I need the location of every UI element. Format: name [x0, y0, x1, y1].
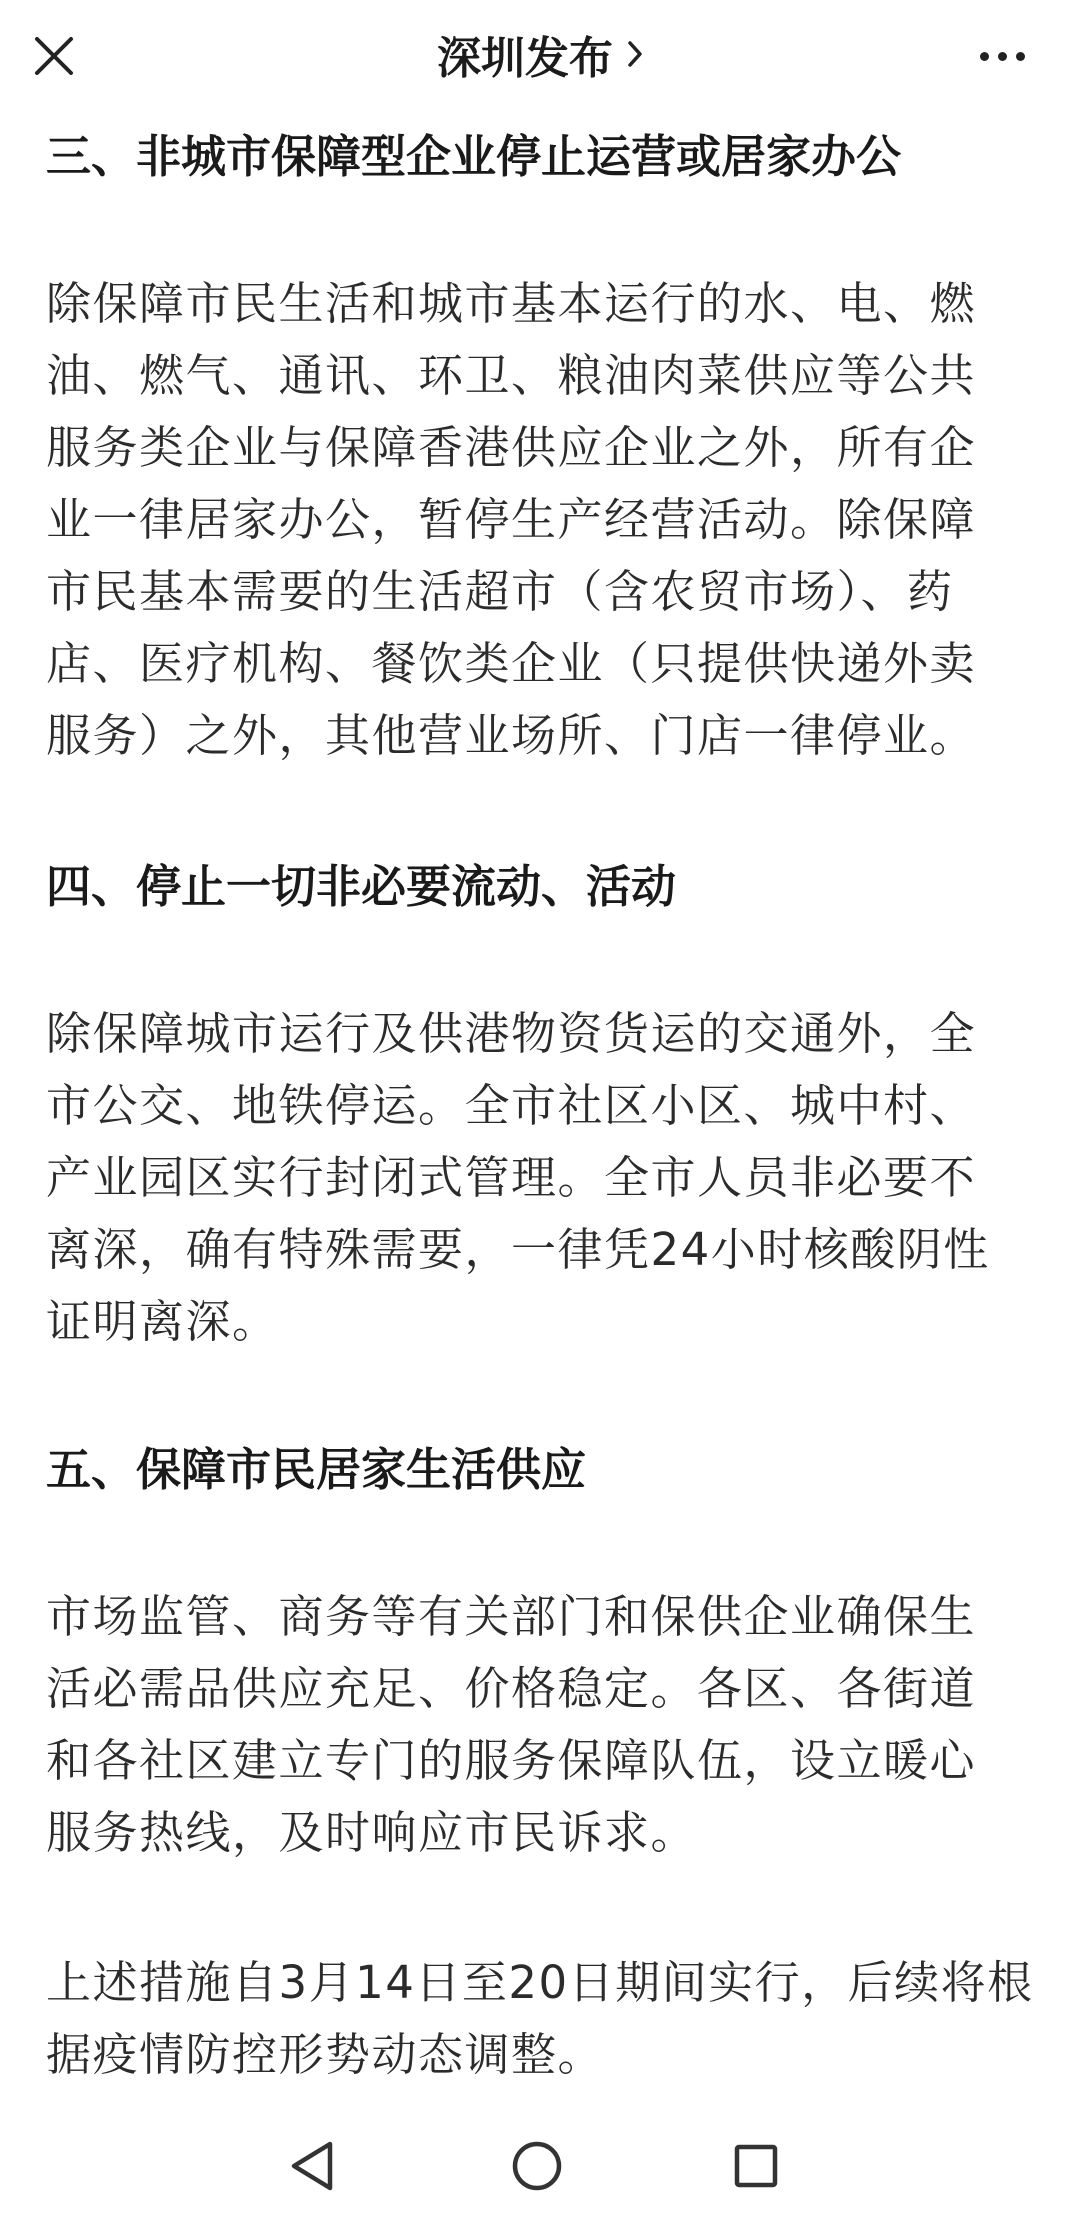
paragraph-line: 上述措施自3月14日至20日期间实行，后续将根 — [46, 1956, 1034, 2009]
recents-icon — [731, 2141, 781, 2191]
section-paragraph — [46, 268, 1036, 772]
more-options-button[interactable] — [960, 34, 1044, 78]
paragraph-line: 店、医疗机构、餐饮类企业（只提供快递外卖 — [46, 637, 977, 690]
paragraph-line: 除保障市民生活和城市基本运行的水、电、燃 — [46, 277, 977, 330]
article-body[interactable] — [46, 118, 1036, 2103]
chevron-right-icon — [627, 40, 643, 68]
home-icon — [509, 2138, 565, 2194]
paragraph-line: 据疫情防控形势动态调整。 — [46, 2028, 605, 2081]
back-icon — [287, 2138, 337, 2194]
top-bar — [0, 0, 1080, 118]
paragraph-line: 服务热线，及时响应市民诉求。 — [46, 1806, 698, 1859]
section-heading: 五、保障市民居家生活供应 — [46, 1443, 587, 1496]
paragraph-line: 市场监管、商务等有关部门和保供企业确保生 — [46, 1590, 977, 1643]
paragraph-line: 市公交、地铁停运。全市社区小区、城中村、 — [46, 1079, 977, 1132]
section-paragraph — [46, 998, 1036, 1358]
section-paragraph — [46, 1581, 1036, 1869]
paragraph-line: 业一律居家办公，暂停生产经营活动。除保障 — [46, 493, 977, 546]
paragraph-line: 油、燃气、通讯、环卫、粮油肉菜供应等公共 — [46, 349, 977, 402]
recents-button[interactable] — [721, 2131, 791, 2201]
back-button[interactable] — [277, 2131, 347, 2201]
paragraph-line: 活必需品供应充足、价格稳定。各区、各街道 — [46, 1662, 977, 1715]
paragraph-line: 产业园区实行封闭式管理。全市人员非必要不 — [46, 1151, 977, 1204]
section-heading: 四、停止一切非必要流动、活动 — [46, 860, 677, 913]
paragraph-line: 证明离深。 — [46, 1295, 279, 1348]
paragraph-line: 服务类企业与保障香港供应企业之外，所有企 — [46, 421, 977, 474]
more-icon — [980, 52, 989, 61]
paragraph-line: 和各社区建立专门的服务保障队伍，设立暖心 — [46, 1734, 977, 1787]
section-heading: 三、非城市保障型企业停止运营或居家办公 — [46, 130, 902, 183]
closing-paragraph — [46, 1947, 1036, 2091]
paragraph-line: 离深，确有特殊需要，一律凭24小时核酸阴性 — [46, 1223, 990, 1276]
account-title-link[interactable] — [437, 22, 643, 86]
system-navigation-bar — [0, 2103, 1080, 2229]
page-title: 深圳发布 — [437, 33, 613, 84]
paragraph-line: 除保障城市运行及供港物资货运的交通外，全 — [46, 1007, 977, 1060]
home-button[interactable] — [502, 2131, 572, 2201]
paragraph-line: 服务）之外，其他营业场所、门店一律停业。 — [46, 709, 977, 762]
close-icon — [34, 36, 74, 76]
paragraph-line: 市民基本需要的生活超市（含农贸市场）、药 — [46, 565, 954, 618]
close-button[interactable] — [26, 28, 82, 84]
